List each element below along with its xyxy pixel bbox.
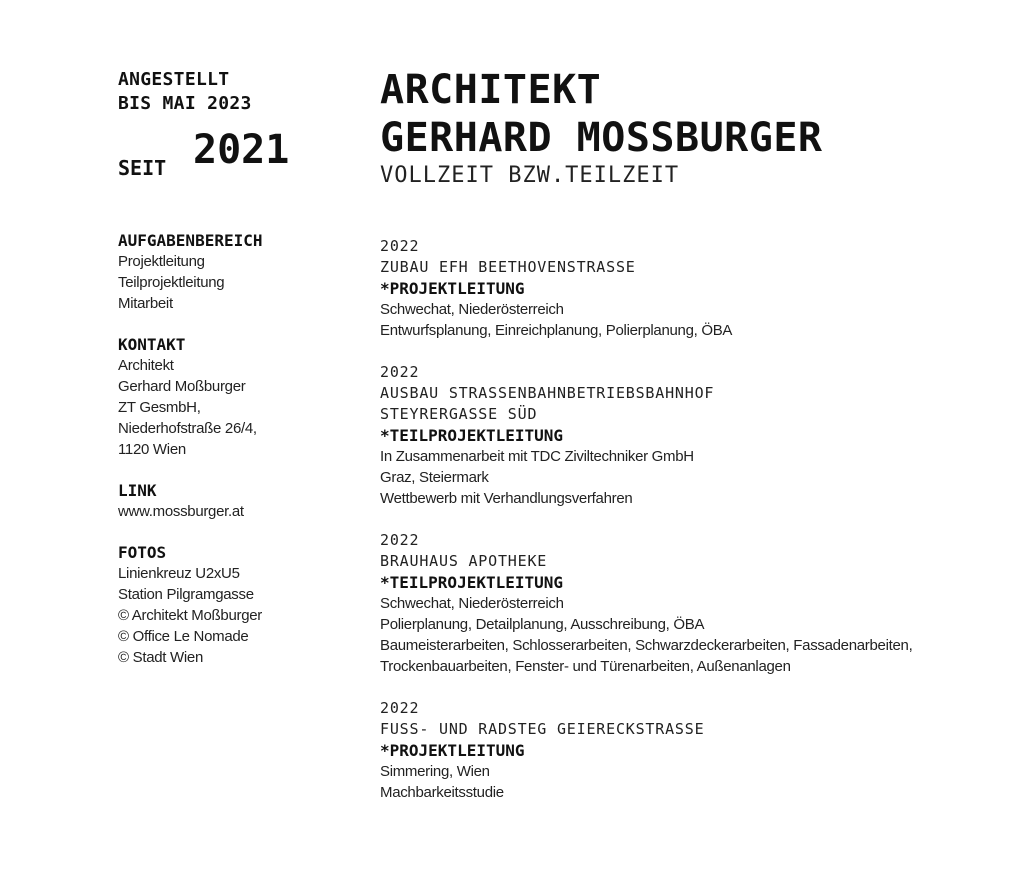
tasks-heading: AUFGABENBEREICH — [118, 231, 263, 250]
since-label: SEIT — [118, 156, 167, 180]
project-item — [380, 698, 1000, 803]
page-title — [380, 66, 1000, 162]
photos-heading: FOTOS — [118, 543, 167, 562]
photos-section — [118, 542, 358, 668]
project-detail: Wettbewerb mit Verhandlungsverfahren — [380, 490, 633, 507]
project-name: ZUBAU EFH BEETHOVENSTRASSE — [380, 258, 636, 276]
project-role: *TEILPROJEKTLEITUNG — [380, 573, 564, 592]
project-list — [380, 236, 1000, 803]
project-detail: Graz, Steiermark — [380, 469, 489, 486]
project-detail: Trockenbauarbeiten, Fenster- und Türenarbeiten, Außenanlagen — [380, 658, 791, 675]
project-year: 2022 — [380, 699, 420, 717]
photo-credit: © Office Le Nomade — [118, 628, 249, 645]
project-item — [380, 530, 1000, 677]
contact-line: Niederhofstraße 26/4, — [118, 420, 257, 437]
tasks-item: Mitarbeit — [118, 295, 173, 312]
contact-heading: KONTAKT — [118, 335, 186, 354]
employment-period — [118, 68, 358, 116]
project-name: AUSBAU STRASSENBAHNBETRIEBSBAHNHOF — [380, 384, 715, 402]
project-detail: Polierplanung, Detailplanung, Ausschreibung, ÖBA — [380, 616, 705, 633]
page-subtitle: VOLLZEIT BZW.TEILZEIT — [380, 163, 680, 188]
photo-credit: Linienkreuz U2xU5 — [118, 565, 240, 582]
project-name: BRAUHAUS APOTHEKE — [380, 552, 548, 570]
since-year: 2021 — [193, 127, 290, 173]
project-role: *PROJEKTLEITUNG — [380, 741, 525, 760]
employment-sidebar — [118, 68, 358, 668]
project-year: 2022 — [380, 363, 420, 381]
since-block — [118, 126, 358, 178]
contact-line: Architekt — [118, 357, 174, 374]
project-item — [380, 362, 1000, 509]
project-detail: In Zusammenarbeit mit TDC Ziviltechniker GmbH — [380, 448, 694, 465]
website-link[interactable]: www.mossburger.at — [118, 503, 244, 520]
project-name: STEYRERGASSE SÜD — [380, 405, 538, 423]
title-line-1: ARCHITEKT — [380, 67, 602, 113]
title-line-2: GERHARD MOSSBURGER — [380, 115, 823, 161]
photo-credit: © Stadt Wien — [118, 649, 203, 666]
project-detail: Baumeisterarbeiten, Schlosserarbeiten, Schwarzdeckerarbeiten, Fassadenarbeiten, — [380, 637, 913, 654]
tasks-item: Projektleitung — [118, 253, 205, 270]
project-item — [380, 236, 1000, 341]
project-year: 2022 — [380, 237, 420, 255]
contact-line: ZT GesmbH, — [118, 399, 201, 416]
project-detail: Schwechat, Niederösterreich — [380, 301, 564, 318]
link-heading: LINK — [118, 481, 157, 500]
project-role: *TEILPROJEKTLEITUNG — [380, 426, 564, 445]
photo-credit: Station Pilgramgasse — [118, 586, 254, 603]
employed-line-1: ANGESTELLT — [118, 69, 230, 90]
project-detail: Machbarkeitsstudie — [380, 784, 504, 801]
contact-line: 1120 Wien — [118, 441, 186, 458]
tasks-section — [118, 230, 358, 314]
link-section — [118, 480, 358, 522]
project-detail: Simmering, Wien — [380, 763, 490, 780]
project-detail: Entwurfsplanung, Einreichplanung, Polierplanung, ÖBA — [380, 322, 733, 339]
project-detail: Schwechat, Niederösterreich — [380, 595, 564, 612]
employed-line-2: BIS MAI 2023 — [118, 93, 252, 114]
contact-section — [118, 334, 358, 460]
main-content — [380, 66, 1000, 824]
project-role: *PROJEKTLEITUNG — [380, 279, 525, 298]
project-name: FUSS- UND RADSTEG GEIERECKSTRASSE — [380, 720, 705, 738]
project-year: 2022 — [380, 531, 420, 549]
photo-credit: © Architekt Moßburger — [118, 607, 262, 624]
contact-line: Gerhard Moßburger — [118, 378, 246, 395]
tasks-item: Teilprojektleitung — [118, 274, 225, 291]
